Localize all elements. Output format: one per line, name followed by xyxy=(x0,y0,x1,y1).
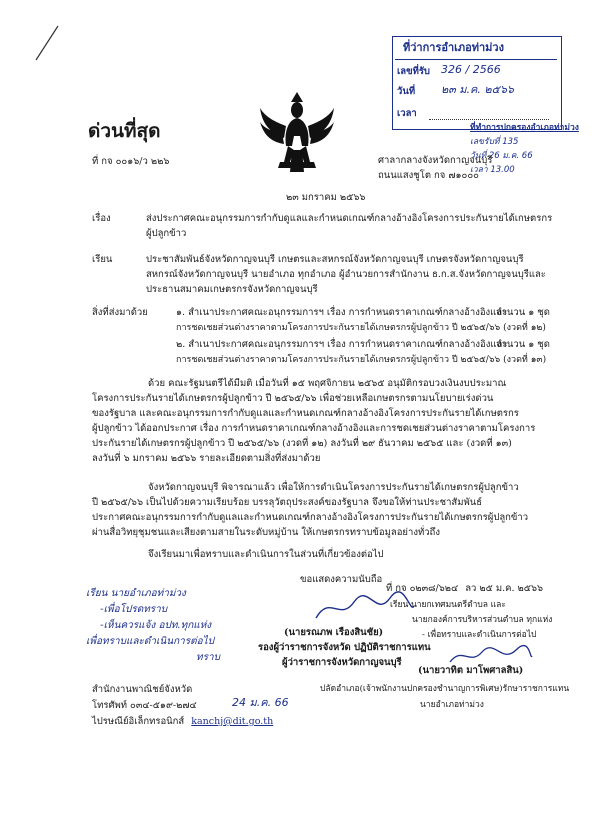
received-date-value: ๒๓ ม.ค. ๒๕๖๖ xyxy=(441,83,514,96)
footer-office: สำนักงานพาณิชย์จังหวัด xyxy=(92,684,193,695)
footer-email-link[interactable]: kanchj@dit.go.th xyxy=(191,716,274,727)
attachment-2-qty: จำนวน ๑ ชุด xyxy=(496,339,550,350)
footer-phone: โทรศัพท์ ๐๓๔-๕๑๙-๒๗๔ xyxy=(92,700,197,711)
handnote-line: -เพื่อโปรดทราบ xyxy=(100,604,168,615)
received-no-value: 326 / 2566 xyxy=(441,63,501,76)
body-p1-line: ลงวันที่ ๖ มกราคม ๒๕๖๖ รายละเอียดตามสิ่งที่ส่งมาด้วย xyxy=(92,453,321,464)
to-label: เรียน xyxy=(92,254,113,265)
attachments-label: สิ่งที่ส่งมาด้วย xyxy=(92,307,148,318)
pen-mark xyxy=(32,22,62,64)
sender-address-line1: ศาลากลางจังหวัดกาญจนบุรี xyxy=(378,155,493,166)
attachment-1-line1: ๑. สำเนาประกาศคณะอนุกรรมการฯ เรื่อง การกำหนดราคาเกณฑ์กลางอ้างอิงและ xyxy=(176,307,508,318)
district-stamp-no: เลขรับที่ 135 xyxy=(470,137,519,147)
document-date: ๒๓ มกราคม ๒๕๖๖ xyxy=(286,192,366,203)
district-signer-name: (นายวาทิต มาโพศาลสิน) xyxy=(418,665,524,676)
handnote-line: เรียน นายอำเภอท่าม่วง xyxy=(86,588,186,599)
received-stamp-title: ที่ว่าการอำเภอท่าม่วง xyxy=(403,41,504,54)
signer-position-2: ผู้ว่าราชการจังหวัดกาญจนบุรี xyxy=(282,657,402,668)
district-stamp-date: วันที่ 26 ม.ค. 66 xyxy=(470,151,533,161)
body-p2-line: ผ่านสื่อวิทยุชุมชนและเสียงตามสายในระดับหมู่บ้าน ให้เกษตรกรทราบข้อมูลอย่างทั่วถึง xyxy=(92,527,440,538)
body-p2-line: ประกาศคณะอนุกรรมการกำกับดูแลและกำหนดเกณฑ์กลางอ้างอิงโครงการประกันรายได้เกษตรกรผู้ปลูกข้าว xyxy=(92,512,529,523)
document-number: ที่ กจ ๐๐๑๖/ว ๒๒๖ xyxy=(92,156,170,167)
district-to: เรียน นายกเทศมนตรีตำบล และ xyxy=(390,600,506,610)
received-no-label: เลขที่รับ xyxy=(397,66,430,77)
footer-email xyxy=(92,715,273,729)
handnote-line: เพื่อทราบและดำเนินการต่อไป xyxy=(86,636,215,647)
signer-name: (นายรณภพ เรืองสินชัย) xyxy=(284,627,384,638)
district-purpose: - เพื่อทราบและดำเนินการต่อไป xyxy=(422,630,537,640)
subject-label: เรื่อง xyxy=(92,213,111,224)
body-p2-line: จังหวัดกาญจนบุรี พิจารณาแล้ว เพื่อให้การดำเนินโครงการประกันรายได้เกษตรกรผู้ปลูกข้าว xyxy=(148,482,519,493)
attachment-1-qty: จำนวน ๑ ชุด xyxy=(496,307,550,318)
subject-line1: ส่งประกาศคณะอนุกรรมการกำกับดูแลและกำหนดเกณฑ์กลางอ้างอิงโครงการประกันรายได้เกษตรกร xyxy=(146,213,553,224)
attachment-2-line2: การชดเชยส่วนต่างราคาตามโครงการประกันรายได้เกษตรกรผู้ปลูกข้าว ปี ๒๕๖๕/๖๖ (งวดที่ ๑๓) xyxy=(176,355,547,365)
received-time-label: เวลา xyxy=(397,108,417,119)
attachment-2-line1: ๒. สำเนาประกาศคณะอนุกรรมการฯ เรื่อง การกำหนดราคาเกณฑ์กลางอ้างอิงและ xyxy=(176,339,508,350)
handwritten-note xyxy=(86,586,220,666)
body-paragraph-2 xyxy=(92,480,562,540)
attachment-1-line2: การชดเชยส่วนต่างราคาตามโครงการประกันรายได้เกษตรกรผู้ปลูกข้าว ปี ๒๕๖๕/๖๖ (งวดที่ ๑๒) xyxy=(176,323,546,333)
district-signer-position-1: ปลัดอำเภอ(เจ้าพนักงานปกครองชำนาญการพิเศษ)รักษาราชการแทน xyxy=(320,684,570,694)
district-ref-date: ลว ๒๕ ม.ค. ๒๕๖๖ xyxy=(465,583,544,594)
closing: ขอแสดงความนับถือ xyxy=(300,574,383,585)
subject-line2: ผู้ปลูกข้าว xyxy=(146,228,187,239)
to-line1: ประชาสัมพันธ์จังหวัดกาญจนบุรี เกษตรและสหกรณ์จังหวัดกาญจนบุรี เกษตรจังหวัดกาญจนบุรี xyxy=(146,254,524,265)
to-line3: ประธานสมาคมเกษตรกรจังหวัดกาญจนบุรี xyxy=(146,284,318,295)
district-signer-position-2: นายอำเภอท่าม่วง xyxy=(420,700,484,710)
to-line2: สหกรณ์จังหวัดกาญจนบุรี นายอำเภอ ทุกอำเภอ ผู้อำนวยการสำนักงาน ธ.ก.ส.จังหวัดกาญจนบุรีและ xyxy=(146,269,546,280)
garuda-emblem-icon xyxy=(258,92,336,178)
signer-position-1: รองผู้ว่าราชการจังหวัด ปฏิบัติราชการแทน xyxy=(258,642,431,653)
body-p1-line: ของรัฐบาล และคณะอนุกรรมการกำกับดูแลและกำหนดเกณฑ์กลางอ้างอิงโครงการประกันรายได้เกษตรกร xyxy=(92,408,519,419)
body-p1-line: โครงการประกันรายได้เกษตรกรผู้ปลูกข้าว ปี ๒๕๖๕/๖๖ เพื่อช่วยเหลือเกษตรกรตามนโยบายเร่งด่วน xyxy=(92,393,494,404)
body-p1-line: ด้วย คณะรัฐมนตรีได้มีมติ เมื่อวันที่ ๑๕ พฤศจิกายน ๒๕๖๕ อนุมัติกรอบวงเงินงบประมาณ xyxy=(148,378,507,389)
received-stamp xyxy=(392,36,562,130)
handnote-line: -เห็นควรแจ้ง อปท.ทุกแห่ง xyxy=(100,620,212,631)
footer-hand-date: 24 ม.ค. 66 xyxy=(232,696,289,709)
body-paragraph-1 xyxy=(92,376,562,466)
body-p2-line: ปี ๒๕๖๕/๖๖ เป็นไปด้วยความเรียบร้อย บรรลุวัตถุประสงค์ของรัฐบาล จึงขอให้ท่านประชาสัมพันธ์ xyxy=(92,497,483,508)
handnote-sign: ทราบ xyxy=(196,652,220,663)
received-date-label: วันที่ xyxy=(397,86,416,97)
sender-address-line2: ถนนแสงชูโต กจ ๗๑๐๐๐ xyxy=(378,170,479,181)
district-to-2: นายกองค์การบริหารส่วนตำบล ทุกแห่ง xyxy=(412,615,553,625)
body-p1-line: ประกันรายได้เกษตรกรผู้ปลูกข้าว ปี ๒๕๖๕/๖๖ (งวดที่ ๑๒) ลงวันที่ ๒๙ ธันวาคม ๒๕๖๕ และ (งวดที่ ๑๓) xyxy=(92,438,512,449)
district-ref xyxy=(386,582,543,596)
district-stamp-time: เวลา 13.00 xyxy=(470,165,515,175)
body-paragraph-3: จึงเรียนมาเพื่อทราบและดำเนินการในส่วนที่เกี่ยวข้องต่อไป xyxy=(148,549,384,560)
footer-email-label: ไปรษณีย์อิเล็กทรอนิกส์ xyxy=(92,716,185,727)
district-stamp-title: ที่ทำการปกครองอำเภอท่าม่วง xyxy=(470,123,579,133)
urgent-heading: ด่วนที่สุด xyxy=(88,120,161,142)
body-p1-line: ผู้ปลูกข้าว ได้ออกประกาศ เรื่อง การกำหนดราคาเกณฑ์กลางอ้างอิงและการชดเชยส่วนต่างราคาตามโครงการ xyxy=(92,423,536,434)
district-ref-no: ที่ กจ ๐๒๓๘/๖๒๔ xyxy=(386,583,459,594)
